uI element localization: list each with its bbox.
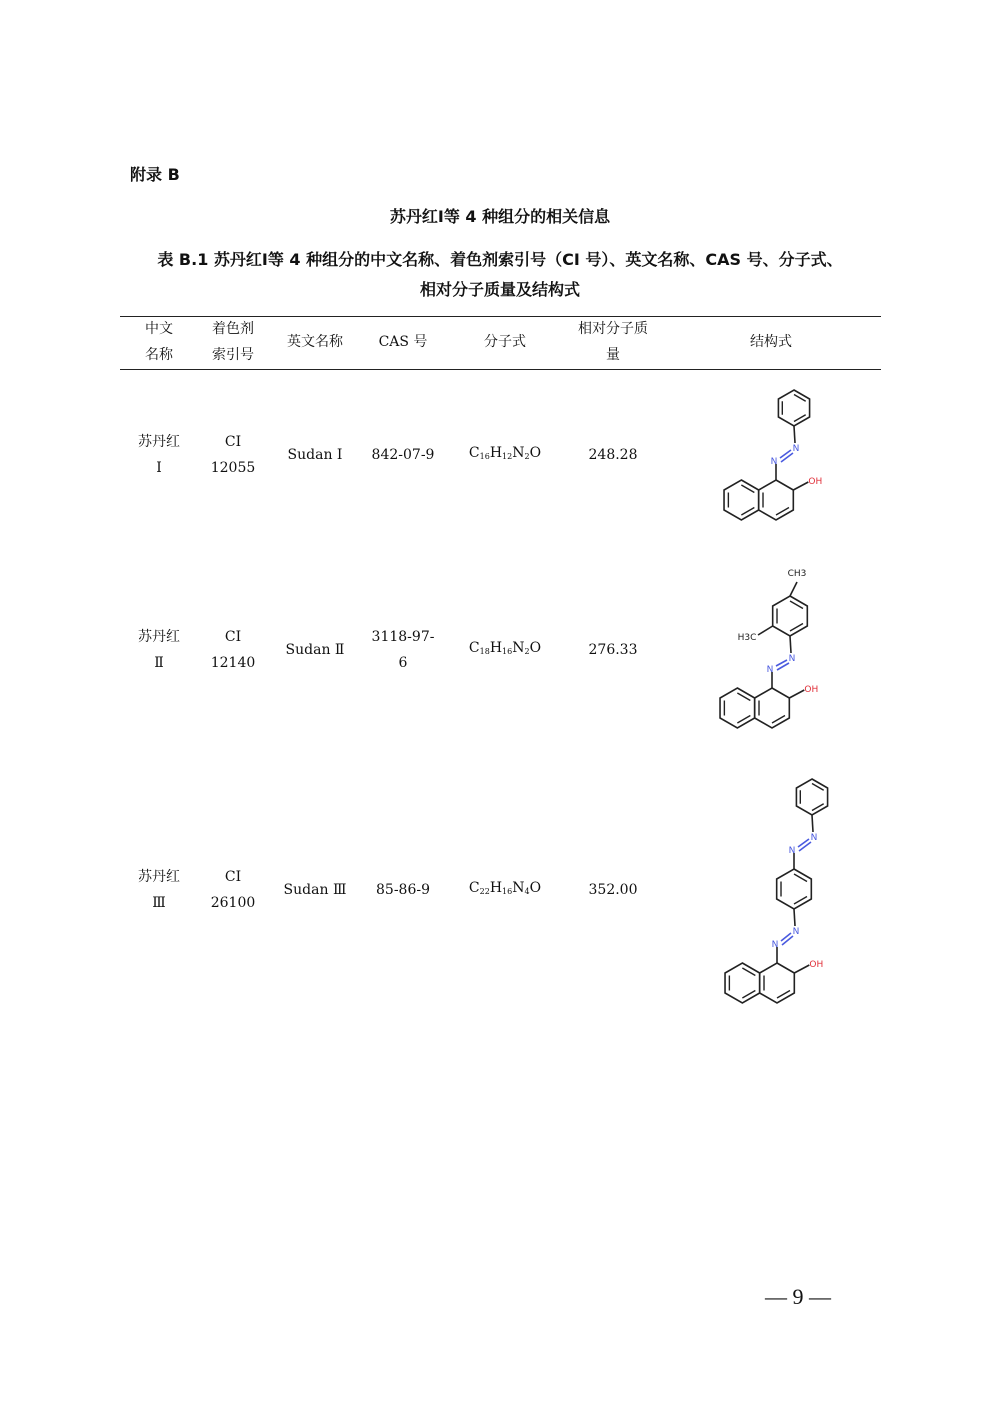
cell-mass: 248.28: [588, 447, 638, 463]
cell-cas-text: 6: [398, 655, 408, 671]
oh-bond: [789, 690, 804, 698]
formula-count: 2: [524, 647, 530, 656]
header-text: 量: [606, 347, 620, 363]
formula-element: N: [512, 640, 525, 656]
nitrogen-label: N: [788, 846, 796, 856]
nitrogen-label: N: [788, 654, 796, 664]
header-text: 中文: [145, 321, 173, 337]
aromatic-ring: [773, 596, 808, 636]
cell-ci-text: 26100: [210, 895, 256, 911]
aromatic-ring: [796, 779, 827, 815]
cell-ci-text: 12140: [210, 655, 256, 671]
cell-cas-text: 3118-97-: [371, 629, 435, 645]
header-text: 结构式: [750, 334, 792, 350]
header-text: 分子式: [484, 334, 526, 350]
nitrogen-label: N: [792, 444, 800, 454]
formula-element: O: [529, 445, 542, 461]
formula-element: H: [489, 445, 503, 461]
header-text: 相对分子质: [578, 321, 648, 337]
azo-bond: [781, 453, 793, 462]
formula-count: 16: [479, 452, 490, 461]
oh-bond: [794, 965, 809, 973]
formula-element: O: [529, 640, 542, 656]
h3c-label: H3C: [737, 633, 757, 643]
cell-ci-text: CI: [224, 434, 242, 450]
azo-bond: [780, 450, 791, 458]
appendix-heading: 附录 B: [130, 165, 180, 184]
cell-cas-text: 85-86-9: [376, 882, 430, 898]
formula-element: H: [489, 880, 503, 896]
nitrogen-label: N: [771, 940, 779, 950]
aromatic-ring: [724, 480, 759, 520]
formula-count: 4: [524, 887, 530, 896]
formula-element: O: [529, 880, 542, 896]
cell-en-name: Sudan Ⅱ: [285, 642, 345, 658]
oh-label: OH: [808, 477, 823, 487]
formula-element: C: [468, 880, 480, 896]
formula-element: C: [468, 445, 480, 461]
cell-cn-name-text: Ⅲ: [152, 895, 166, 911]
header-text: 着色剂: [212, 321, 254, 337]
nitrogen-label: N: [770, 457, 778, 467]
formula-count: 18: [479, 647, 490, 656]
formula-element: N: [512, 445, 525, 461]
cell-mass: 276.33: [588, 642, 638, 658]
cell-cn-name-text: Ⅱ: [154, 655, 164, 671]
azo-bond: [798, 839, 809, 847]
azo-bond: [799, 842, 811, 851]
cell-ci-text: CI: [224, 869, 242, 885]
aromatic-ring: [725, 963, 760, 1003]
header-text: CAS 号: [378, 334, 428, 350]
section-title: 苏丹红Ⅰ等 4 种组分的相关信息: [389, 207, 611, 226]
page-number: — 9 —: [765, 1284, 831, 1309]
aromatic-ring: [755, 688, 790, 728]
formula-count: 16: [502, 647, 513, 656]
nitrogen-label: N: [810, 833, 818, 843]
formula-count: 12: [502, 452, 513, 461]
cell-mass: 352.00: [588, 882, 638, 898]
cell-cn-name-text: 苏丹红: [138, 629, 180, 645]
aromatic-ring: [720, 688, 755, 728]
cell-ci-text: CI: [224, 629, 242, 645]
oh-bond: [793, 482, 808, 490]
aromatic-ring: [760, 963, 795, 1003]
ch3-label: CH3: [787, 569, 807, 579]
formula-element: H: [489, 640, 503, 656]
cell-en-name: Sudan Ⅲ: [283, 882, 347, 898]
formula-count: 2: [524, 452, 530, 461]
azo-bond: [782, 936, 793, 945]
bond: [758, 626, 773, 635]
formula-count: 16: [502, 887, 513, 896]
header-text: 英文名称: [287, 334, 343, 350]
caption-line-2: 相对分子质量及结构式: [419, 280, 580, 299]
cell-ci-text: 12055: [210, 460, 256, 476]
aromatic-ring: [778, 390, 809, 426]
cell-en-name: Sudan Ⅰ: [287, 447, 343, 463]
caption-line-1: 表 B.1 苏丹红Ⅰ等 4 种组分的中文名称、着色剂索引号（CI 号）、英文名称、CAS 号、分子式、: [157, 250, 843, 269]
bond: [794, 909, 795, 926]
oh-label: OH: [809, 960, 824, 970]
bond: [790, 582, 797, 596]
cell-cn-name-text: Ⅰ: [156, 460, 162, 476]
formula-count: 22: [479, 887, 490, 896]
cell-cn-name-text: 苏丹红: [138, 434, 180, 450]
formula-element: N: [512, 880, 525, 896]
cell-cn-name-text: 苏丹红: [138, 869, 180, 885]
header-text: 索引号: [212, 347, 254, 363]
header-text: 名称: [145, 347, 173, 363]
bond: [812, 815, 813, 832]
formula-element: C: [468, 640, 480, 656]
cell-cas-text: 842-07-9: [371, 447, 435, 463]
nitrogen-label: N: [766, 665, 774, 675]
aromatic-ring: [759, 480, 794, 520]
nitrogen-label: N: [792, 927, 800, 937]
bond: [790, 636, 791, 653]
bond: [794, 426, 795, 443]
oh-label: OH: [804, 685, 819, 695]
aromatic-ring: [777, 869, 812, 909]
